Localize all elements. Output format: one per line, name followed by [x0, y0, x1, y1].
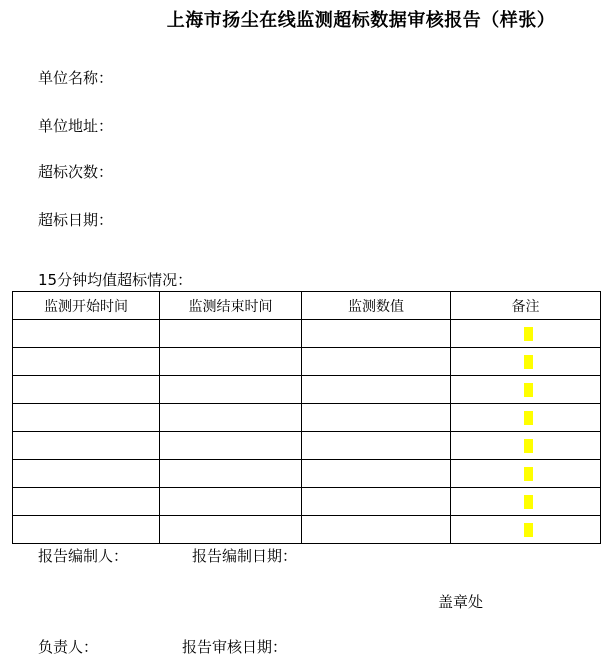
exceed-count-field: 超标次数： [38, 163, 114, 181]
value-cell[interactable] [302, 404, 451, 432]
table-row [13, 460, 601, 488]
end-time-cell[interactable] [160, 348, 302, 376]
end-time-cell[interactable] [160, 404, 302, 432]
highlight-mark [524, 467, 533, 481]
remark-cell[interactable] [451, 348, 601, 376]
value-cell[interactable] [302, 488, 451, 516]
remark-cell[interactable] [451, 460, 601, 488]
value-cell[interactable] [302, 320, 451, 348]
highlight-mark [524, 355, 533, 369]
header-value: 监测数值 [302, 292, 451, 320]
table-row [13, 320, 601, 348]
start-time-cell[interactable] [13, 404, 160, 432]
remark-cell[interactable] [451, 488, 601, 516]
compiler-field: 报告编制人： [38, 547, 129, 565]
remark-cell[interactable] [451, 376, 601, 404]
start-time-cell[interactable] [13, 320, 160, 348]
header-remark: 备注 [451, 292, 601, 320]
start-time-cell[interactable] [13, 516, 160, 544]
highlight-mark [524, 523, 533, 537]
end-time-cell[interactable] [160, 516, 302, 544]
start-time-cell[interactable] [13, 488, 160, 516]
responsible-person-field: 负责人： [38, 638, 99, 656]
table-row [13, 488, 601, 516]
end-time-cell[interactable] [160, 376, 302, 404]
highlight-mark [524, 411, 533, 425]
seal-area: 盖章处 [438, 593, 484, 611]
table-header-row [13, 292, 601, 320]
unit-address-field: 单位地址： [38, 117, 114, 135]
report-title: 上海市扬尘在线监测超标数据审核报告（样张） [166, 10, 556, 31]
end-time-cell[interactable] [160, 488, 302, 516]
start-time-cell[interactable] [13, 460, 160, 488]
start-time-cell[interactable] [13, 376, 160, 404]
value-cell[interactable] [302, 348, 451, 376]
remark-cell[interactable] [451, 404, 601, 432]
section-label: 15分钟均值超标情况： [38, 271, 193, 289]
start-time-cell[interactable] [13, 348, 160, 376]
highlight-mark [524, 327, 533, 341]
remark-cell[interactable] [451, 320, 601, 348]
table-row [13, 348, 601, 376]
remark-cell[interactable] [451, 432, 601, 460]
header-start-time: 监测开始时间 [13, 292, 160, 320]
review-date-field: 报告审核日期： [182, 638, 288, 656]
table-row [13, 404, 601, 432]
value-cell[interactable] [302, 432, 451, 460]
start-time-cell[interactable] [13, 432, 160, 460]
value-cell[interactable] [302, 516, 451, 544]
exceedance-table [12, 291, 601, 544]
remark-cell[interactable] [451, 516, 601, 544]
end-time-cell[interactable] [160, 460, 302, 488]
end-time-cell[interactable] [160, 320, 302, 348]
value-cell[interactable] [302, 460, 451, 488]
unit-name-field: 单位名称： [38, 69, 114, 87]
highlight-mark [524, 495, 533, 509]
table-row [13, 516, 601, 544]
highlight-mark [524, 439, 533, 453]
highlight-mark [524, 383, 533, 397]
exceed-date-field: 超标日期： [38, 211, 114, 229]
table-row [13, 376, 601, 404]
compile-date-field: 报告编制日期： [192, 547, 298, 565]
value-cell[interactable] [302, 376, 451, 404]
end-time-cell[interactable] [160, 432, 302, 460]
header-end-time: 监测结束时间 [160, 292, 302, 320]
table-row [13, 432, 601, 460]
